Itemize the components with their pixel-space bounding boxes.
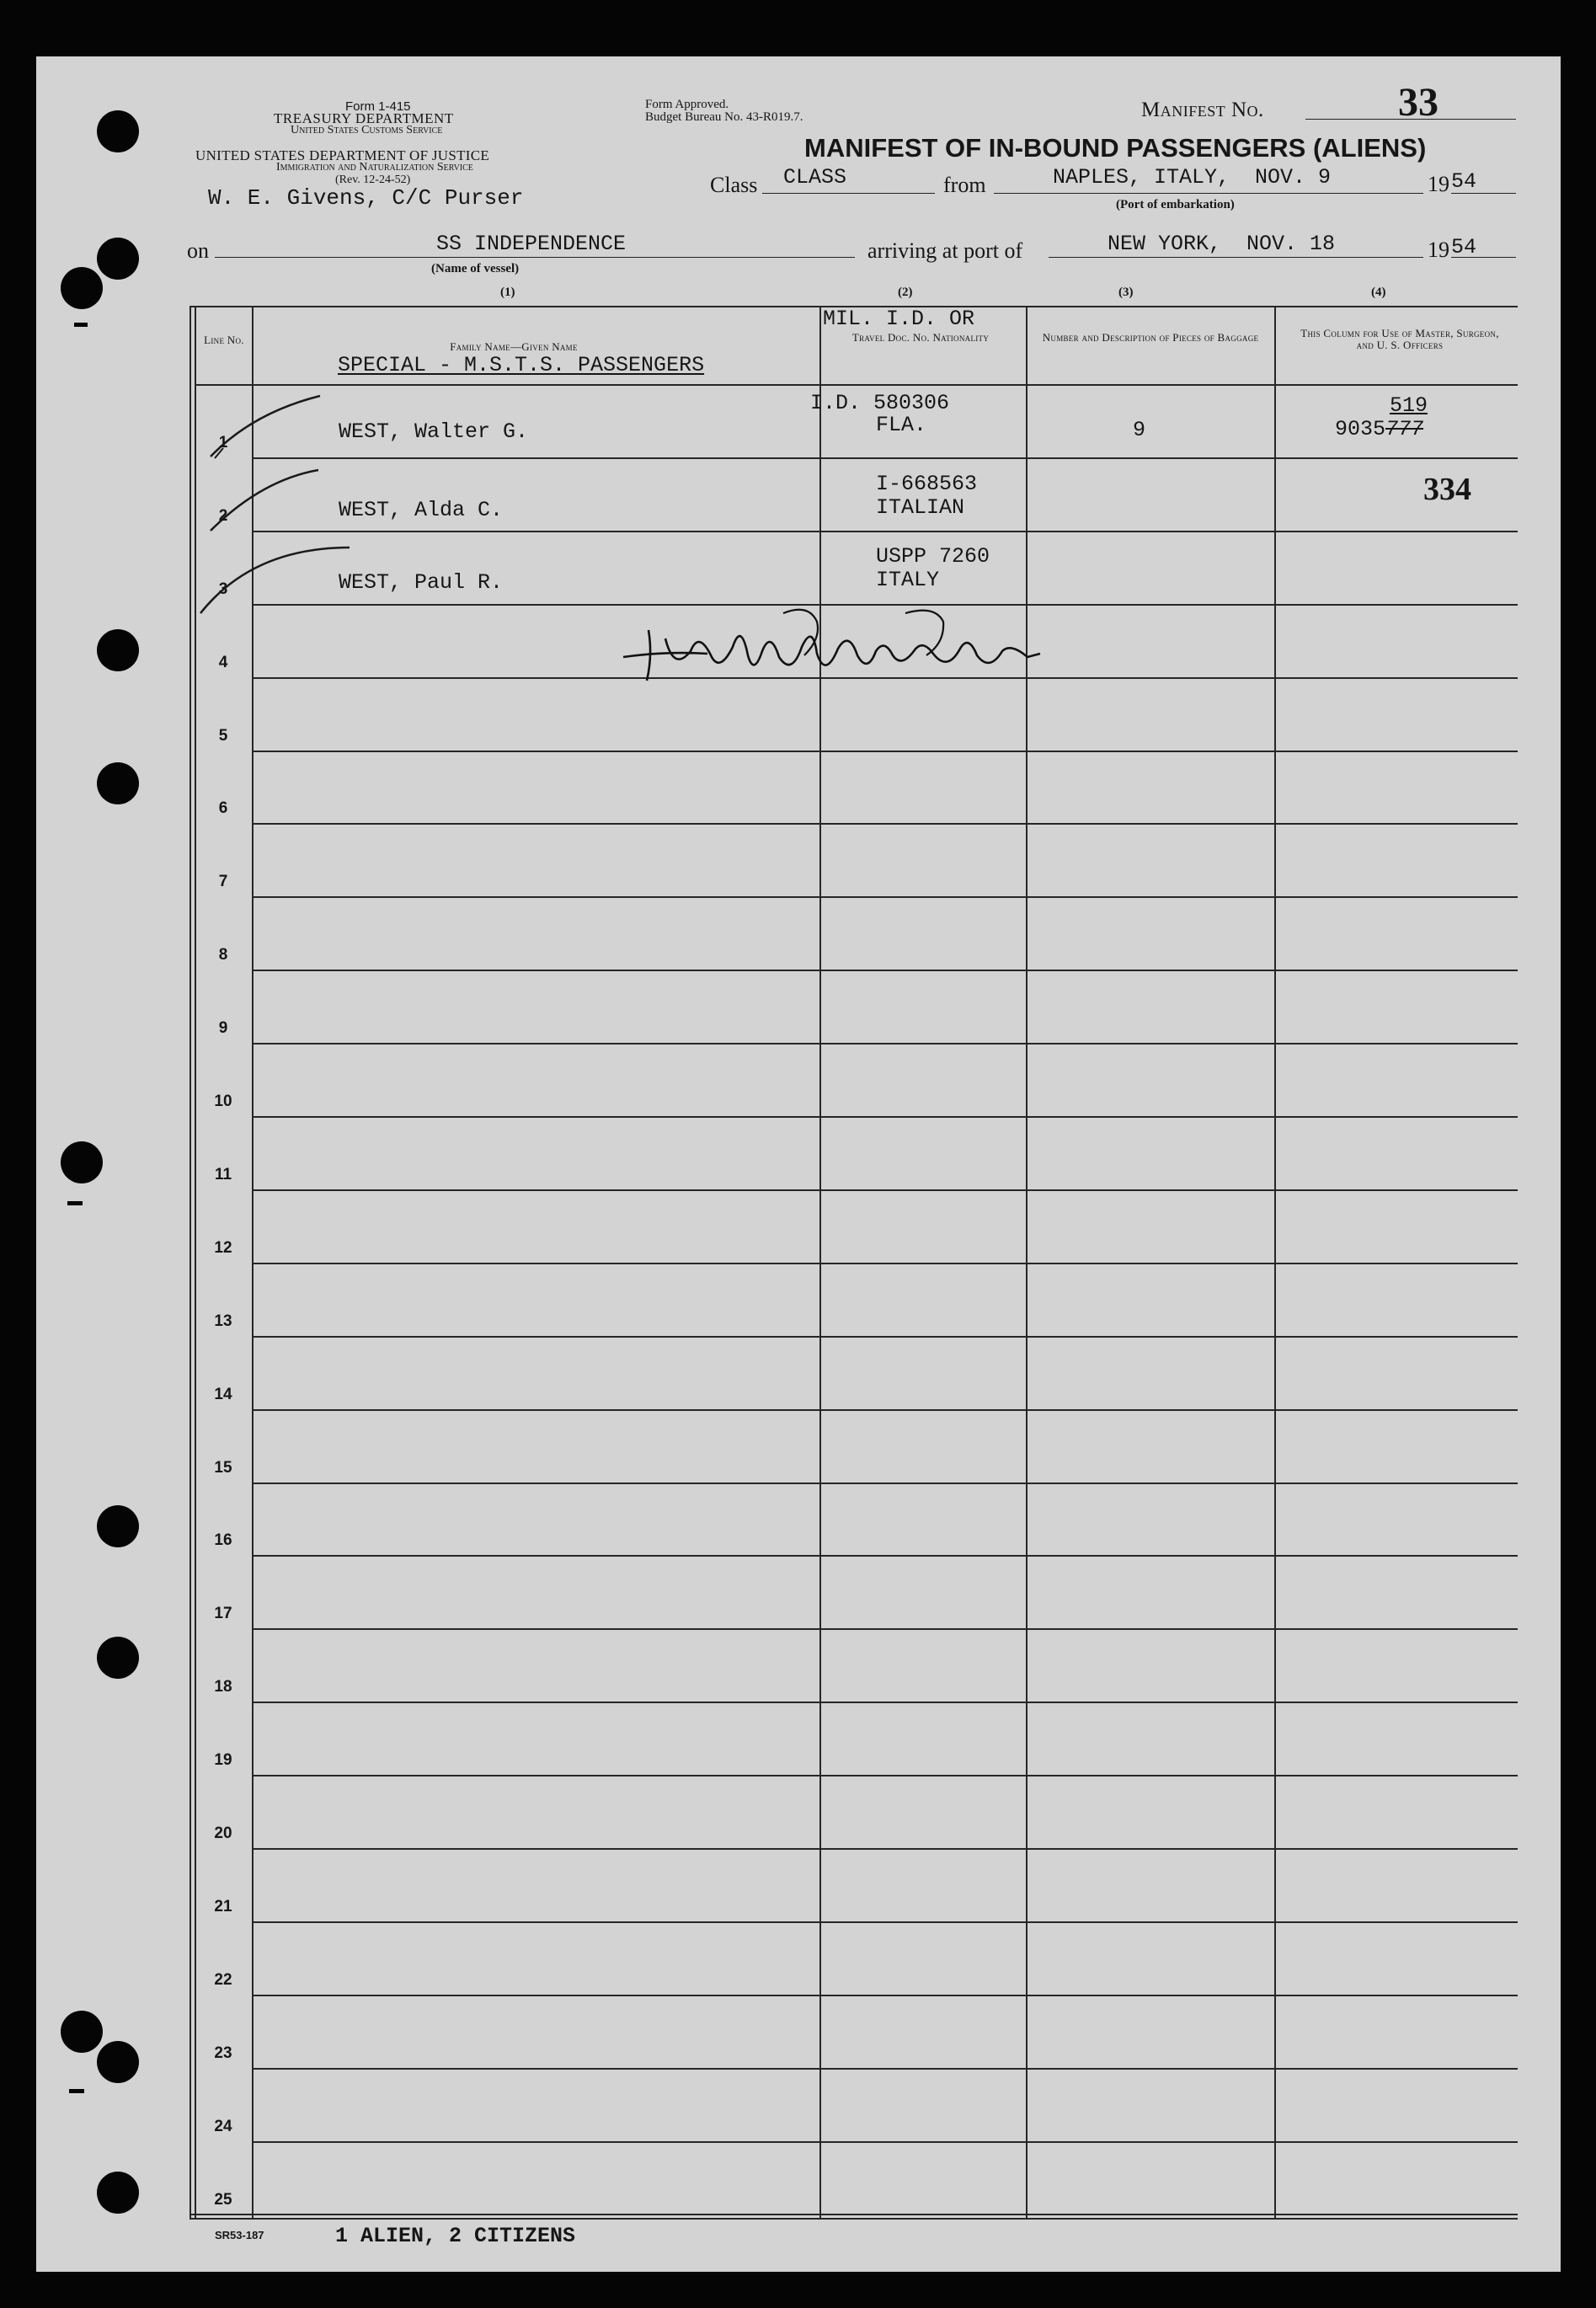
class-label: Class: [710, 173, 758, 197]
col1-number: (1): [500, 286, 515, 299]
embark-port-date: NAPLES, ITALY, NOV. 9: [1053, 165, 1332, 190]
row-divider: [252, 896, 1518, 898]
line-number: 14: [214, 1386, 232, 1403]
line-number: 5: [218, 727, 228, 745]
form-revision: (Rev. 12-24-52): [335, 174, 411, 186]
officer-code-top: 519: [1390, 393, 1428, 418]
line-no-header: Line No.: [204, 334, 244, 346]
check-marks: [194, 387, 362, 632]
row-divider: [252, 1921, 1518, 1923]
justice-department: UNITED STATES DEPARTMENT OF JUSTICE: [195, 147, 490, 163]
row-divider: [252, 531, 1518, 532]
travel-doc-number: I-668563: [876, 472, 978, 496]
punch-hole: [97, 2172, 139, 2214]
vessel-name: SS INDEPENDENCE: [436, 232, 627, 256]
punch-hole: [97, 110, 139, 152]
purser-name: W. E. Givens, C/C Purser: [208, 185, 524, 211]
budget-bureau: Budget Bureau No. 43-R019.7.: [645, 110, 803, 124]
travel-doc-number: I.D. 580306: [810, 391, 950, 415]
row-divider: [252, 1628, 1518, 1630]
punch-hole: [61, 267, 103, 309]
row-divider: [252, 1336, 1518, 1338]
table-bottom-border: [189, 2214, 1518, 2215]
line-number: 1: [218, 434, 228, 451]
from-line: [994, 193, 1423, 194]
line-number: 15: [214, 1459, 232, 1477]
row-divider: [252, 1116, 1518, 1118]
punch-hole: [97, 629, 139, 671]
footer-note: 1 ALIEN, 2 CITIZENS: [335, 2224, 576, 2248]
line-number: 18: [214, 1678, 232, 1696]
punch-hole: [97, 1637, 139, 1679]
row-divider: [252, 2141, 1518, 2143]
doc-baggage-divider: [1026, 306, 1028, 2218]
passenger-name: WEST, Alda C.: [339, 498, 504, 522]
line-number: 9: [218, 1019, 228, 1037]
row-divider: [252, 1043, 1518, 1044]
header-divider: [195, 384, 1518, 386]
officer-code-value: 9035: [1335, 417, 1386, 441]
form-approved: Form Approved.: [645, 98, 729, 111]
vessel-line: [215, 257, 855, 258]
col2-number: (2): [898, 286, 913, 299]
nationality: FLA.: [876, 413, 927, 437]
doc-header-typed: MIL. I.D. OR: [823, 307, 975, 331]
arrival-year-line: [1451, 257, 1516, 258]
col3-number: (3): [1118, 286, 1134, 299]
line-number: 3: [218, 580, 228, 598]
line-number: 12: [214, 1239, 232, 1257]
name-doc-divider: [819, 306, 821, 2218]
line-number: 25: [214, 2191, 232, 2209]
line-number: 22: [214, 1971, 232, 1989]
arrival-line: [1049, 257, 1423, 258]
binding-mark: [69, 2089, 84, 2093]
arriving-label: arriving at port of: [867, 238, 1023, 263]
table-left-border: [189, 306, 191, 2218]
arrival-year-prefix: 19: [1428, 238, 1449, 262]
punch-hole: [97, 238, 139, 280]
vessel-caption: (Name of vessel): [431, 262, 520, 275]
baggage-count: 9: [1133, 418, 1146, 442]
signature: [615, 605, 1044, 689]
punch-hole: [61, 2011, 103, 2053]
ins-service: Immigration and Naturalization Service: [276, 161, 473, 174]
baggage-header: Number and Description of Pieces of Baggage: [1042, 331, 1259, 344]
row-divider: [252, 1409, 1518, 1411]
officer-code-struck: 777: [1385, 417, 1424, 441]
check-mark-icon: [211, 470, 318, 531]
row-divider: [252, 1848, 1518, 1850]
class-value: CLASS: [783, 165, 847, 190]
row-divider: [252, 457, 1518, 459]
nationality: ITALIAN: [876, 495, 965, 520]
line-number: 11: [214, 1166, 232, 1183]
row-divider: [252, 2068, 1518, 2070]
punch-hole: [61, 1141, 103, 1183]
baggage-officer-divider: [1274, 306, 1276, 2218]
table-bottom-border-inner: [189, 2218, 1518, 2220]
arrival-port-date: NEW YORK, NOV. 18: [1108, 232, 1336, 256]
line-number: 19: [214, 1751, 232, 1769]
row-divider: [252, 751, 1518, 752]
passenger-name: WEST, Paul R.: [339, 570, 504, 595]
row-divider: [252, 1555, 1518, 1557]
line-number: 20: [214, 1824, 232, 1842]
form-number: Form 1-415: [345, 99, 411, 114]
col4-number: (4): [1371, 286, 1386, 299]
officers-header: This Column for Use of Master, Surgeon, and U. S. Officers: [1300, 327, 1499, 351]
officer-code: [1335, 417, 1423, 441]
line-number: 21: [214, 1898, 232, 1915]
row-divider: [252, 1775, 1518, 1776]
line-number: 13: [214, 1312, 232, 1330]
doc-header: Travel Doc. No. Nationality: [851, 331, 990, 344]
row-divider: [252, 1263, 1518, 1264]
row-divider: [252, 1702, 1518, 1703]
nationality: ITALY: [876, 568, 940, 592]
embark-year-suffix: 54: [1451, 169, 1477, 194]
punch-hole: [97, 1505, 139, 1547]
manifest-no-label: Manifest No.: [1141, 99, 1264, 121]
line-number: 7: [218, 873, 228, 890]
officer-code: 334: [1423, 472, 1471, 507]
row-divider: [252, 823, 1518, 825]
port-embark-caption: (Port of embarkation): [1116, 198, 1235, 211]
line-number: 2: [218, 507, 228, 525]
binding-mark: [74, 323, 88, 327]
line-number: 17: [214, 1605, 232, 1622]
row-divider: [252, 1483, 1518, 1484]
manifest-title: MANIFEST OF IN-BOUND PASSENGERS (ALIENS): [804, 133, 1427, 163]
check-mark-icon: [211, 396, 320, 457]
from-label: from: [943, 173, 986, 197]
row-divider: [252, 970, 1518, 971]
form-code: SR53-187: [215, 2229, 264, 2241]
row-divider: [252, 1995, 1518, 1996]
passenger-name: WEST, Walter G.: [339, 419, 529, 444]
punch-hole: [97, 2041, 139, 2083]
treasury-department: TREASURY DEPARTMENT: [274, 110, 454, 126]
row-divider: [252, 1189, 1518, 1191]
line-number: 16: [214, 1531, 232, 1549]
line-number: 24: [214, 2118, 232, 2135]
line-number: 23: [214, 2044, 232, 2062]
travel-doc-number: USPP 7260: [876, 544, 990, 569]
special-passengers-heading: SPECIAL - M.S.T.S. PASSENGERS: [338, 353, 705, 377]
line-number: 6: [218, 799, 228, 817]
customs-service: United States Customs Service: [291, 124, 443, 136]
embark-year-line: [1451, 193, 1516, 194]
manifest-number: 33: [1398, 80, 1439, 125]
on-label: on: [187, 238, 209, 263]
name-header: Family Name—Given Name: [450, 340, 578, 353]
line-number: 8: [218, 946, 228, 964]
line-number: 4: [218, 654, 228, 671]
binding-mark: [67, 1201, 83, 1205]
embark-year-prefix: 19: [1428, 172, 1449, 196]
arrival-year-suffix: 54: [1451, 235, 1477, 259]
line-number: 10: [214, 1093, 232, 1110]
punch-hole: [97, 762, 139, 804]
check-mark-icon: [200, 548, 350, 613]
class-line: [762, 193, 935, 194]
